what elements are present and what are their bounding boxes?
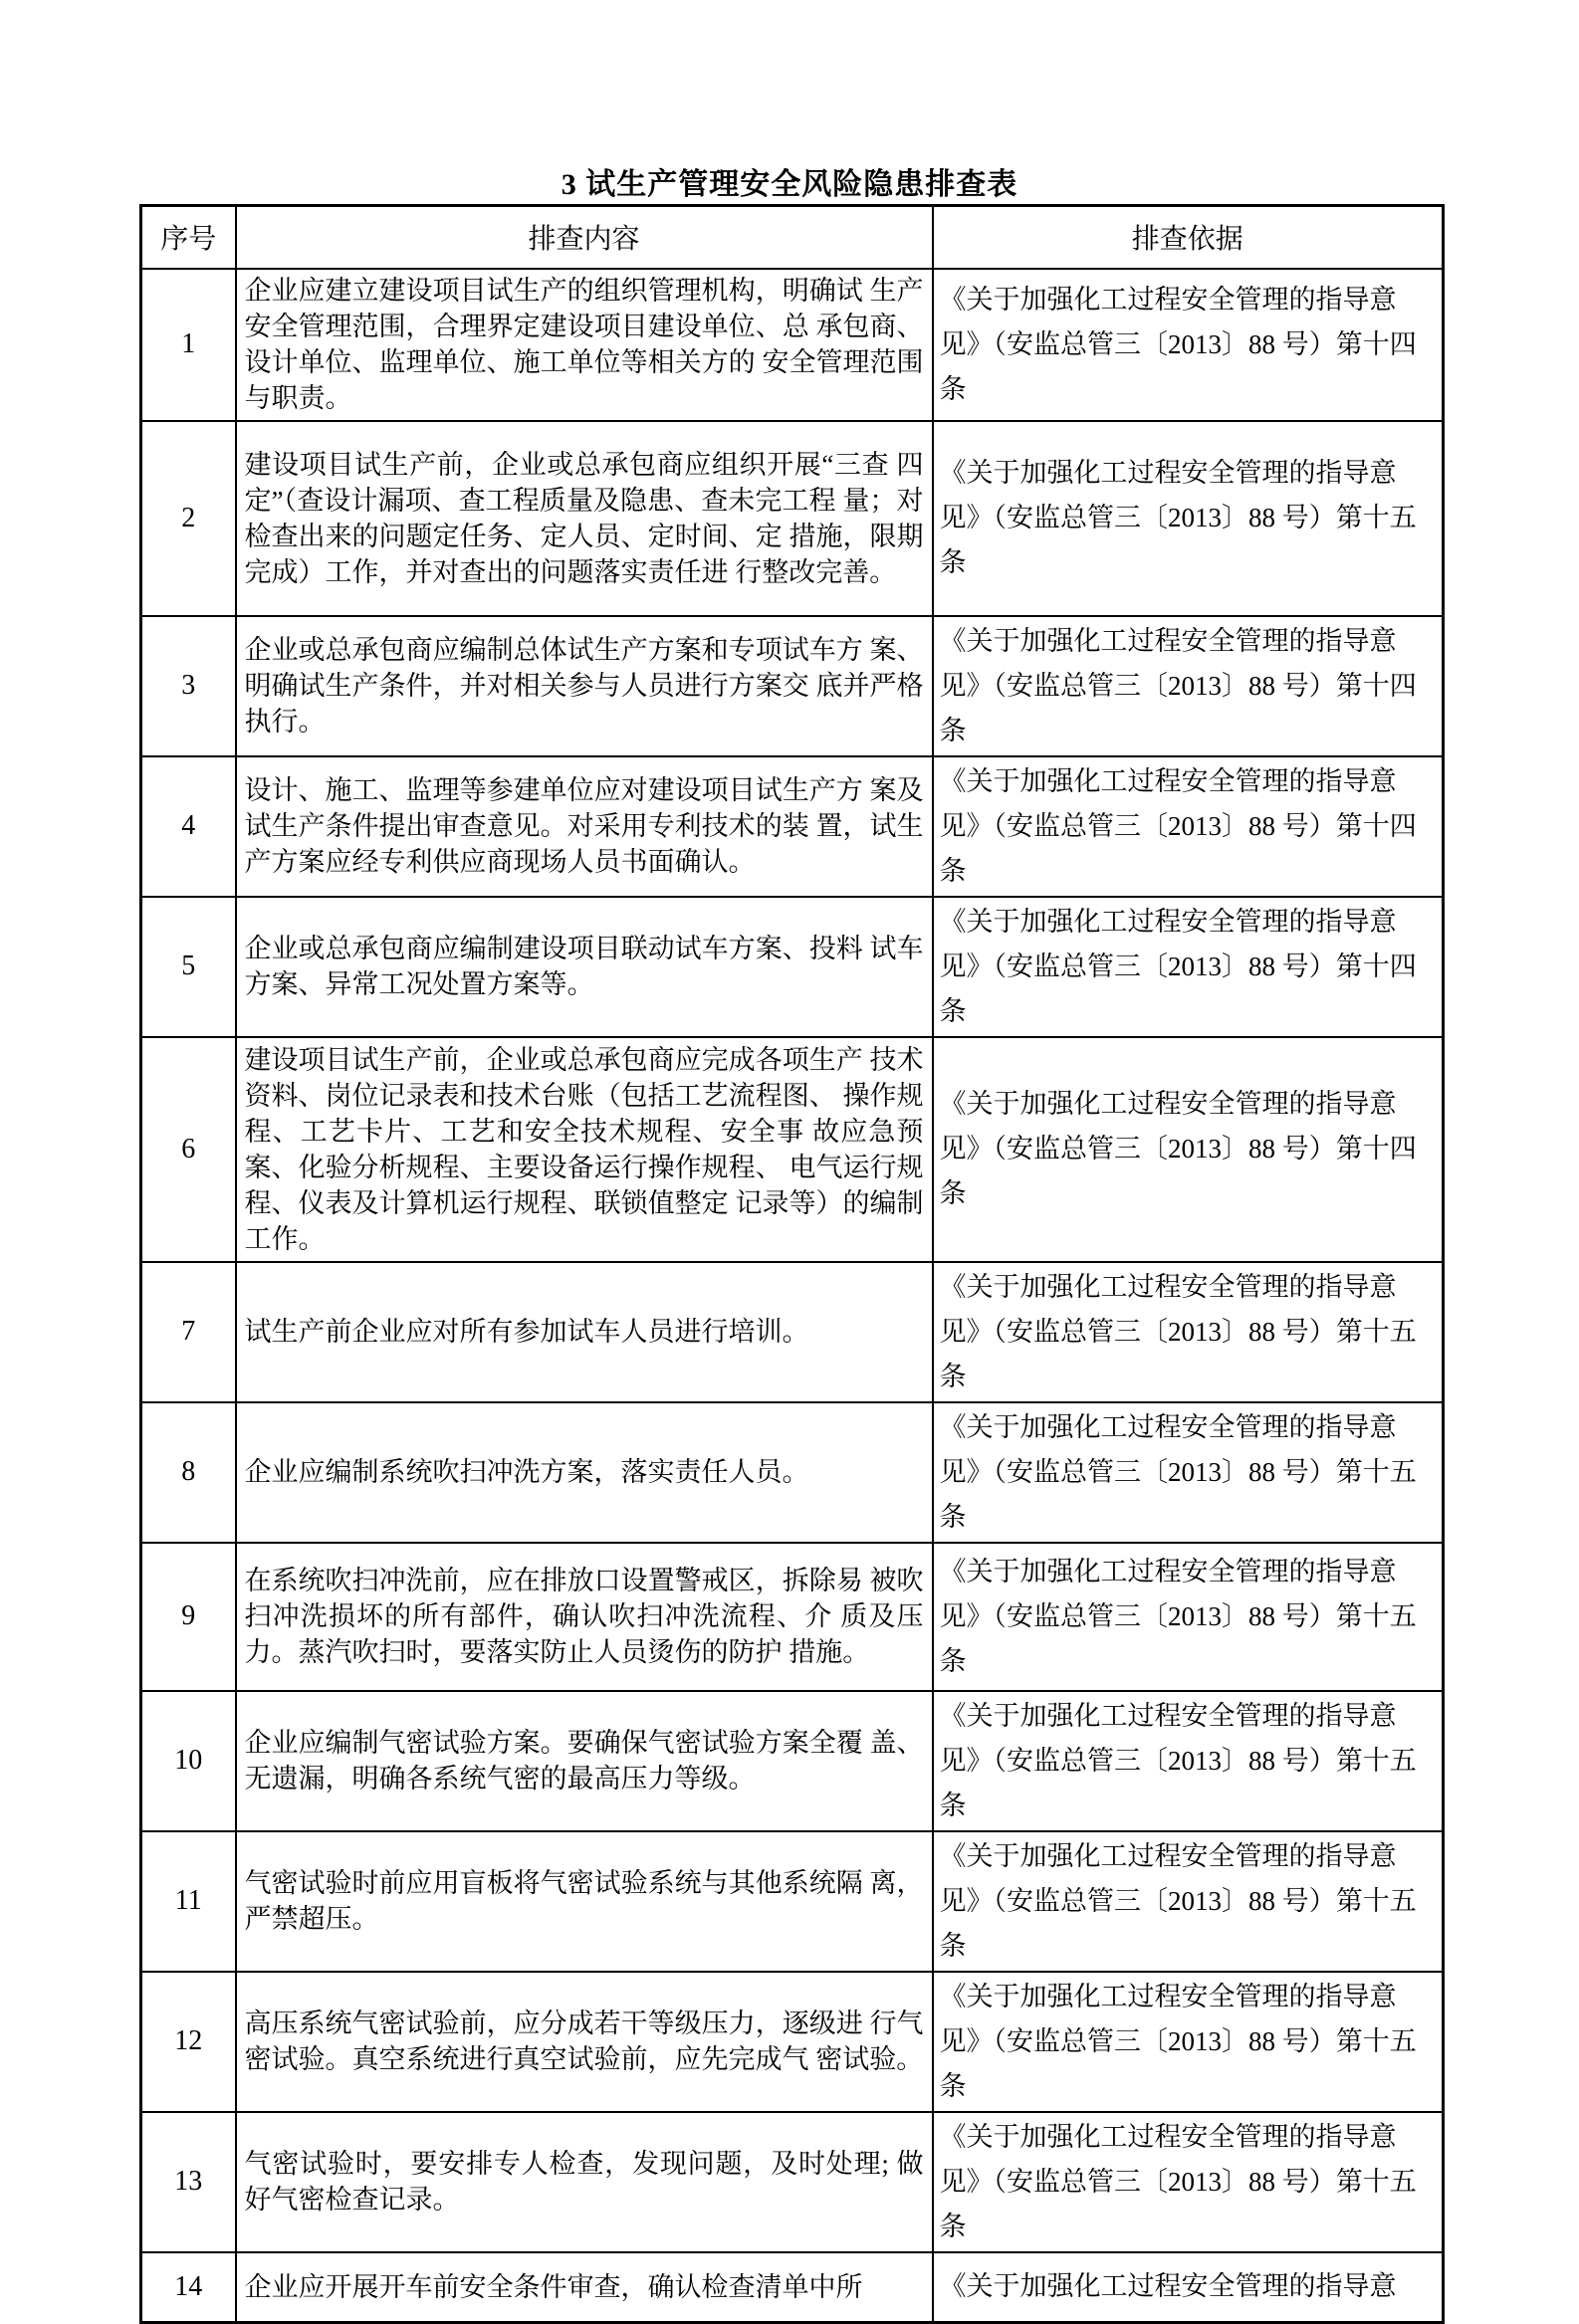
row-basis: 《关于加强化工过程安全管理的指导意 见》（安监总管三〔2013〕88 号）第十五 条 [933, 421, 1444, 616]
row-number: 7 [141, 1262, 236, 1402]
row-content: 企业应编制系统吹扫冲洗方案，落实责任人员。 [236, 1402, 933, 1543]
row-content: 气密试验时，要安排专人检查，发现问题，及时处理; 做好气密检查记录。 [236, 2112, 933, 2252]
table-row [141, 1037, 1444, 1262]
table-row [141, 2112, 1444, 2252]
row-content: 高压系统气密试验前，应分成若干等级压力，逐级进 行气密试验。真空系统进行真空试验前，应先完成气 密试验。 [236, 1972, 933, 2112]
row-basis: 《关于加强化工过程安全管理的指导意 见》（安监总管三〔2013〕88 号）第十四 条 [933, 897, 1444, 1037]
row-number: 14 [141, 2252, 236, 2323]
row-content: 气密试验时前应用盲板将气密试验系统与其他系统隔 离，严禁超压。 [236, 1831, 933, 1972]
row-number: 2 [141, 421, 236, 616]
inspection-table [139, 204, 1445, 2324]
row-number: 1 [141, 269, 236, 421]
row-basis: 《关于加强化工过程安全管理的指导意 见》（安监总管三〔2013〕88 号）第十五 条 [933, 1691, 1444, 1831]
header-row [141, 206, 1444, 269]
row-basis: 《关于加强化工过程安全管理的指导意 见》（安监总管三〔2013〕88 号）第十四 条 [933, 1037, 1444, 1262]
row-content: 建设项目试生产前，企业或总承包商应完成各项生产 技术资料、岗位记录表和技术台账（包括工艺流程图、 操作规程、工艺卡片、工艺和安全技术规程、安全事 故应急预案、化验分析规程、主要设备运行操作规程、 电气运行规程、仪表及计算机运行规程、联锁值整定 记录等）的编制工作。 [236, 1037, 933, 1262]
table-row [141, 421, 1444, 616]
row-number: 8 [141, 1402, 236, 1543]
row-basis: 《关于加强化工过程安全管理的指导意 [933, 2252, 1444, 2323]
table-row [141, 756, 1444, 897]
table-row [141, 1831, 1444, 1972]
row-basis: 《关于加强化工过程安全管理的指导意 见》（安监总管三〔2013〕88 号）第十四 条 [933, 756, 1444, 897]
row-basis: 《关于加强化工过程安全管理的指导意 见》（安监总管三〔2013〕88 号）第十五 条 [933, 1972, 1444, 2112]
row-content: 设计、施工、监理等参建单位应对建设项目试生产方 案及试生产条件提出审查意见。对采用专利技术的装 置，试生产方案应经专利供应商现场人员书面确认。 [236, 756, 933, 897]
row-number: 3 [141, 616, 236, 756]
row-basis: 《关于加强化工过程安全管理的指导意 见》（安监总管三〔2013〕88 号）第十四 条 [933, 616, 1444, 756]
row-content: 企业应建立建设项目试生产的组织管理机构，明确试 生产安全管理范围，合理界定建设项目建设单位、总 承包商、设计单位、监理单位、施工单位等相关方的 安全管理范围与职责。 [236, 269, 933, 421]
row-content: 企业应编制气密试验方案。要确保气密试验方案全覆 盖、无遗漏，明确各系统气密的最高压力等级。 [236, 1691, 933, 1831]
row-content: 企业或总承包商应编制总体试生产方案和专项试车方 案、明确试生产条件，并对相关参与人员进行方案交 底并严格执行。 [236, 616, 933, 756]
row-content: 试生产前企业应对所有参加试车人员进行培训。 [236, 1262, 933, 1402]
table-row [141, 1402, 1444, 1543]
row-number: 13 [141, 2112, 236, 2252]
table-row [141, 1262, 1444, 1402]
row-basis: 《关于加强化工过程安全管理的指导意 见》（安监总管三〔2013〕88 号）第十五 条 [933, 1262, 1444, 1402]
row-number: 10 [141, 1691, 236, 1831]
row-content: 建设项目试生产前，企业或总承包商应组织开展“三查 四定”（查设计漏项、查工程质量及隐患、查未完工程 量；对检查出来的问题定任务、定人员、定时间、定 措施，限期完成）工作，并对查出的问题落实责任进 行整改完善。 [236, 421, 933, 616]
row-number: 12 [141, 1972, 236, 2112]
table-row [141, 1543, 1444, 1691]
row-number: 9 [141, 1543, 236, 1691]
table-row [141, 1691, 1444, 1831]
row-basis: 《关于加强化工过程安全管理的指导意 见》（安监总管三〔2013〕88 号）第十五 条 [933, 2112, 1444, 2252]
row-number: 6 [141, 1037, 236, 1262]
row-content: 在系统吹扫冲洗前，应在排放口设置警戒区，拆除易 被吹扫冲洗损坏的所有部件，确认吹扫冲洗流程、介 质及压力。蒸汽吹扫时，要落实防止人员烫伤的防护 措施。 [236, 1543, 933, 1691]
row-basis: 《关于加强化工过程安全管理的指导意 见》（安监总管三〔2013〕88 号）第十五 条 [933, 1831, 1444, 1972]
row-basis: 《关于加强化工过程安全管理的指导意 见》（安监总管三〔2013〕88 号）第十五 条 [933, 1543, 1444, 1691]
table-row [141, 1972, 1444, 2112]
row-content: 企业或总承包商应编制建设项目联动试车方案、投料 试车方案、异常工况处置方案等。 [236, 897, 933, 1037]
table-row [141, 897, 1444, 1037]
table-body [141, 269, 1444, 2323]
header-cell-basis: 排查依据 [933, 206, 1444, 269]
header-cell-number: 序号 [141, 206, 236, 269]
row-number: 11 [141, 1831, 236, 1972]
table-row [141, 2252, 1444, 2323]
row-number: 5 [141, 897, 236, 1037]
table-row [141, 616, 1444, 756]
table-row [141, 269, 1444, 421]
header-cell-content: 排查内容 [236, 206, 933, 269]
row-basis: 《关于加强化工过程安全管理的指导意 见》（安监总管三〔2013〕88 号）第十五 条 [933, 1402, 1444, 1543]
page-title: 3 试生产管理安全风险隐患排查表 [561, 168, 1018, 201]
row-content: 企业应开展开车前安全条件审查，确认检查清单中所 [236, 2252, 933, 2323]
row-number: 4 [141, 756, 236, 897]
row-basis: 《关于加强化工过程安全管理的指导意 见》（安监总管三〔2013〕88 号）第十四 条 [933, 269, 1444, 421]
